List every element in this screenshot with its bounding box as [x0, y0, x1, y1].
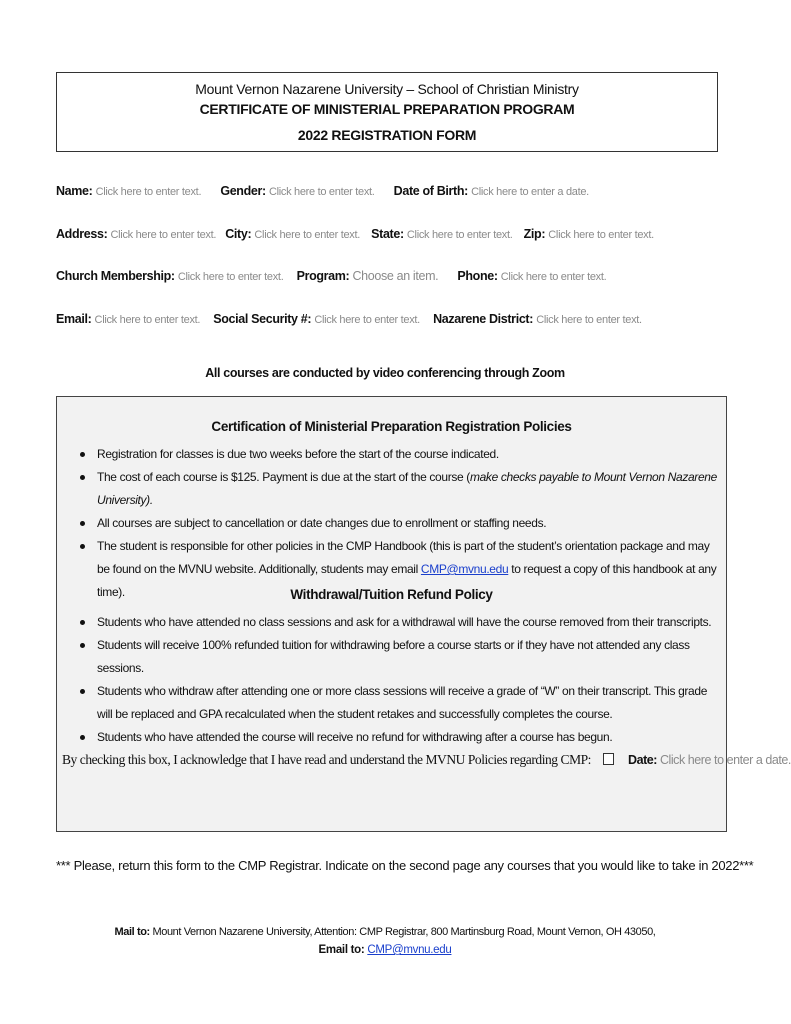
contact-row [56, 312, 658, 326]
name-input[interactable]: Click here to enter text. [95, 186, 202, 198]
church-row [56, 269, 622, 283]
mail-to-line [0, 926, 770, 938]
program-label: Program: [296, 269, 350, 283]
acknowledgement-row [62, 752, 791, 768]
state-label: State: [371, 227, 404, 241]
address-input[interactable]: Click here to enter text. [110, 229, 217, 241]
personal-info-row [56, 184, 605, 198]
bullet-icon [80, 735, 85, 740]
bullet-icon [80, 643, 85, 648]
state-input[interactable]: Click here to enter text. [406, 229, 513, 241]
acknowledgement-text: By checking this box, I acknowledge that I have read and understand the MVNU Policies regarding CMP: [62, 752, 591, 767]
gender-label: Gender: [220, 184, 266, 198]
zip-input[interactable]: Click here to enter text. [548, 229, 654, 241]
mail-address: Mount Vernon Nazarene University, Attention: CMP Registrar, 800 Martinsburg Road, Mount Vernon, OH 43050, [152, 926, 656, 938]
policy-text-italic: make checks payable to Mount Vernon Nazarene University). [97, 470, 717, 507]
list-item [71, 634, 717, 680]
list-item [71, 443, 717, 466]
bullet-icon [80, 475, 85, 480]
registration-policies-list [71, 443, 717, 604]
policy-text: Registration for classes is due two weeks before the start of the course indicated. [97, 447, 499, 461]
bullet-icon [80, 544, 85, 549]
phone-input[interactable]: Click here to enter text. [500, 271, 607, 283]
bullet-icon [80, 689, 85, 694]
church-input[interactable]: Click here to enter text. [177, 271, 284, 283]
email-label: Email: [56, 312, 92, 326]
zip-label: Zip: [523, 227, 546, 241]
list-item [71, 726, 717, 749]
refund-policy-list [71, 611, 717, 749]
district-input[interactable]: Click here to enter text. [536, 314, 642, 326]
address-row [56, 227, 670, 241]
list-item [71, 512, 717, 535]
university-name: Mount Vernon Nazarene University – School of Christian Ministry [195, 81, 579, 97]
email-input[interactable]: Click here to enter text. [94, 314, 201, 326]
date-input[interactable]: Click here to enter a date. [659, 753, 791, 767]
policy-text: Students who have attended the course will receive no refund for withdrawing after a course has begun. [97, 730, 613, 744]
acknowledgement-checkbox[interactable] [603, 753, 614, 765]
dob-label: Date of Birth: [393, 184, 468, 198]
policy-text: The cost of each course is $125. Payment is due at the start of the course ( [97, 470, 470, 484]
form-header [56, 72, 718, 152]
gender-input[interactable]: Click here to enter text. [268, 186, 375, 198]
church-label: Church Membership: [56, 269, 175, 283]
policy-text: Students who have attended no class sessions and ask for a withdrawal will have the course removed from their transcripts. [97, 615, 712, 629]
zoom-note: All courses are conducted by video conferencing through Zoom [205, 366, 565, 380]
dob-input[interactable]: Click here to enter a date. [471, 186, 589, 198]
policy-text: to request a copy of this handbook at any time). [97, 562, 717, 599]
address-label: Address: [56, 227, 108, 241]
ssn-input[interactable]: Click here to enter text. [314, 314, 420, 326]
email-to-label: Email to: [318, 944, 365, 956]
phone-label: Phone: [457, 269, 498, 283]
policy-text: Students who withdraw after attending one or more class sessions will receive a grade of “W” on their transcript. This grade will be replaced and GPA recalculated when the student retakes and successfully completes the course. [97, 684, 708, 721]
return-note: *** Please, return this form to the CMP Registrar. Indicate on the second page any courses that you would like to take in 2022*** [56, 858, 754, 873]
bullet-icon [80, 521, 85, 526]
district-label: Nazarene District: [433, 312, 534, 326]
registration-policies-heading: Certification of Ministerial Preparation Registration Policies [211, 419, 572, 434]
policy-text: The student is responsible for other policies in the CMP Handbook (this is part of the student’s orientation package and may be found on the MVNU website. Additionally, students may email [97, 539, 710, 576]
bullet-icon [80, 620, 85, 625]
mail-label: Mail to: [114, 926, 150, 938]
city-label: City: [225, 227, 252, 241]
city-input[interactable]: Click here to enter text. [254, 229, 361, 241]
date-label: Date: [628, 753, 658, 767]
form-title: 2022 REGISTRATION FORM [297, 127, 477, 143]
footer-email-link[interactable]: CMP@mvnu.edu [367, 944, 452, 956]
program-title: CERTIFICATE OF MINISTERIAL PREPARATION PROGRAM [199, 101, 575, 117]
ssn-label: Social Security #: [213, 312, 312, 326]
refund-policy-heading: Withdrawal/Tuition Refund Policy [290, 587, 493, 602]
bullet-icon [80, 452, 85, 457]
email-to-line [0, 944, 770, 956]
list-item [71, 466, 717, 512]
policy-text: All courses are subject to cancellation or date changes due to enrollment or staffing needs. [97, 516, 547, 530]
policy-text: Students will receive 100% refunded tuition for withdrawing before a course starts or if they have not attended any class sessions. [97, 638, 690, 675]
program-select[interactable]: Choose an item. [352, 269, 439, 283]
list-item [71, 611, 717, 634]
list-item [71, 680, 717, 726]
cmp-email-link[interactable]: CMP@mvnu.edu [420, 562, 509, 576]
name-label: Name: [56, 184, 93, 198]
